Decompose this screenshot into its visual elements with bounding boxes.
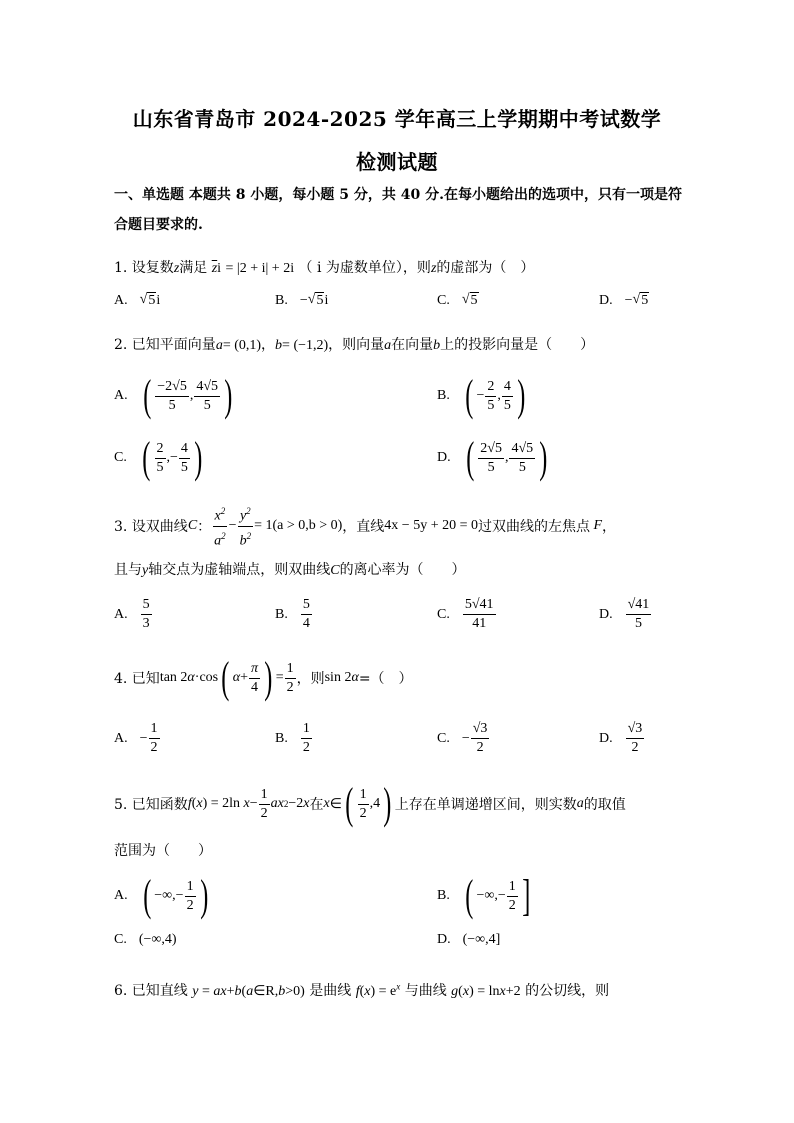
q5-option-d: D. (−∞,4] [437,932,501,947]
question-1: 1. 设复数z满足 $\overline{z}i = |2 + i| + 2i$ （ i 为虚数单位），则z的虚部为（ ） [114,260,535,276]
section-heading: 一、单选题 本题共 8 小题，每小题 5 分，共 40 分.在每小题给出的选项中，只有一项是符合题目要求的. [114,187,682,233]
question-2: 2. 已知平面向量a= (0,1)，b= (−1,2)，则向量a在向量b上的投影向量是（ ） [114,337,595,353]
q3-option-b: B. $\frac{5}{4}$ [275,597,310,631]
q1-option-d: D. − √ 5 [599,292,649,308]
q1-option-a: A. √ 5 i [114,292,161,308]
q4-option-a: A. − $\frac{1}{2}$ [114,721,158,755]
page-title-line2: 检测试题 [356,150,438,174]
q4-option-b: B. $\frac{1}{2}$ [275,721,310,755]
q2-option-d: D. ( $\frac{2√5}{5}$ , $\frac{4√5}{5}$ ) [437,433,548,482]
q2-option-c: C. ( $\frac{2}{5}$ ,− $\frac{4}{5}$ ) [114,433,203,482]
q1-option-c: C. √ 5 [437,292,478,308]
q3-option-c: C. $\frac{5√41}{41}$ [437,597,494,631]
question-6: 6. 已知直线 y = ax+b(a∈R,b>0) 是曲线 $f(x) = e^x$ 与曲线 g(x) = lnx+2 的公切线，则 [114,981,610,999]
page-title-line1: 山东省青岛市 2024-2025 学年高三上学期期中考试数学 [132,107,662,131]
q5-option-a: A. ( −∞,− $\frac{1}{2}$ ) [114,871,208,920]
question-5: 5. 已知函数 f ( x ) = 2ln x − $\frac{1}{2}$ ax 2 −2 x 在 x ∈ ( $\frac{1}{2}$ ,4 ) 上存在单调递增区间，则实数 a 的取值 [114,779,626,828]
q3-option-a: A. $\frac{5}{3}$ [114,597,150,631]
question-5-line2: 范围为（ ） [114,843,212,859]
q3-option-d: D. $\frac{√41}{5}$ [599,597,650,631]
q5-option-b: B. ( −∞,− $\frac{1}{2}$ ] [437,871,531,920]
q1-option-b: B. − √ 5 i [275,292,329,308]
q4-option-d: D. $\frac{√3}{2}$ [599,721,643,755]
question-3: 3. 设双曲线 C ： $\frac{x^2}{a^2}$ − $\frac{y^2}{b^2}$ = 1(a > 0,b > 0) ，直线 4x − 5y + 20 = 0 过双曲线的左焦点 F ， [114,502,616,550]
q2-option-a: A. ( $\frac{-2√5}{5}$ , $\frac{4√5}{5}$ ) [114,371,233,420]
question-4: 4. 已知 tan 2 α ·cos ( α + $\frac{\pi}{4}$ ) = $\frac{1}{2}$ ，则 sin 2 α =（ ） [114,653,413,702]
q2-option-b: B. ( − $\frac{2}{5}$ , $\frac{4}{5}$ ) [437,371,526,420]
q5-option-c: C. (−∞,4) [114,932,177,947]
question-3-line2: 且与y轴交点为虚轴端点，则双曲线C的离心率为（ ） [114,562,466,578]
q4-option-c: C. − $\frac{√3}{2}$ [437,721,488,755]
